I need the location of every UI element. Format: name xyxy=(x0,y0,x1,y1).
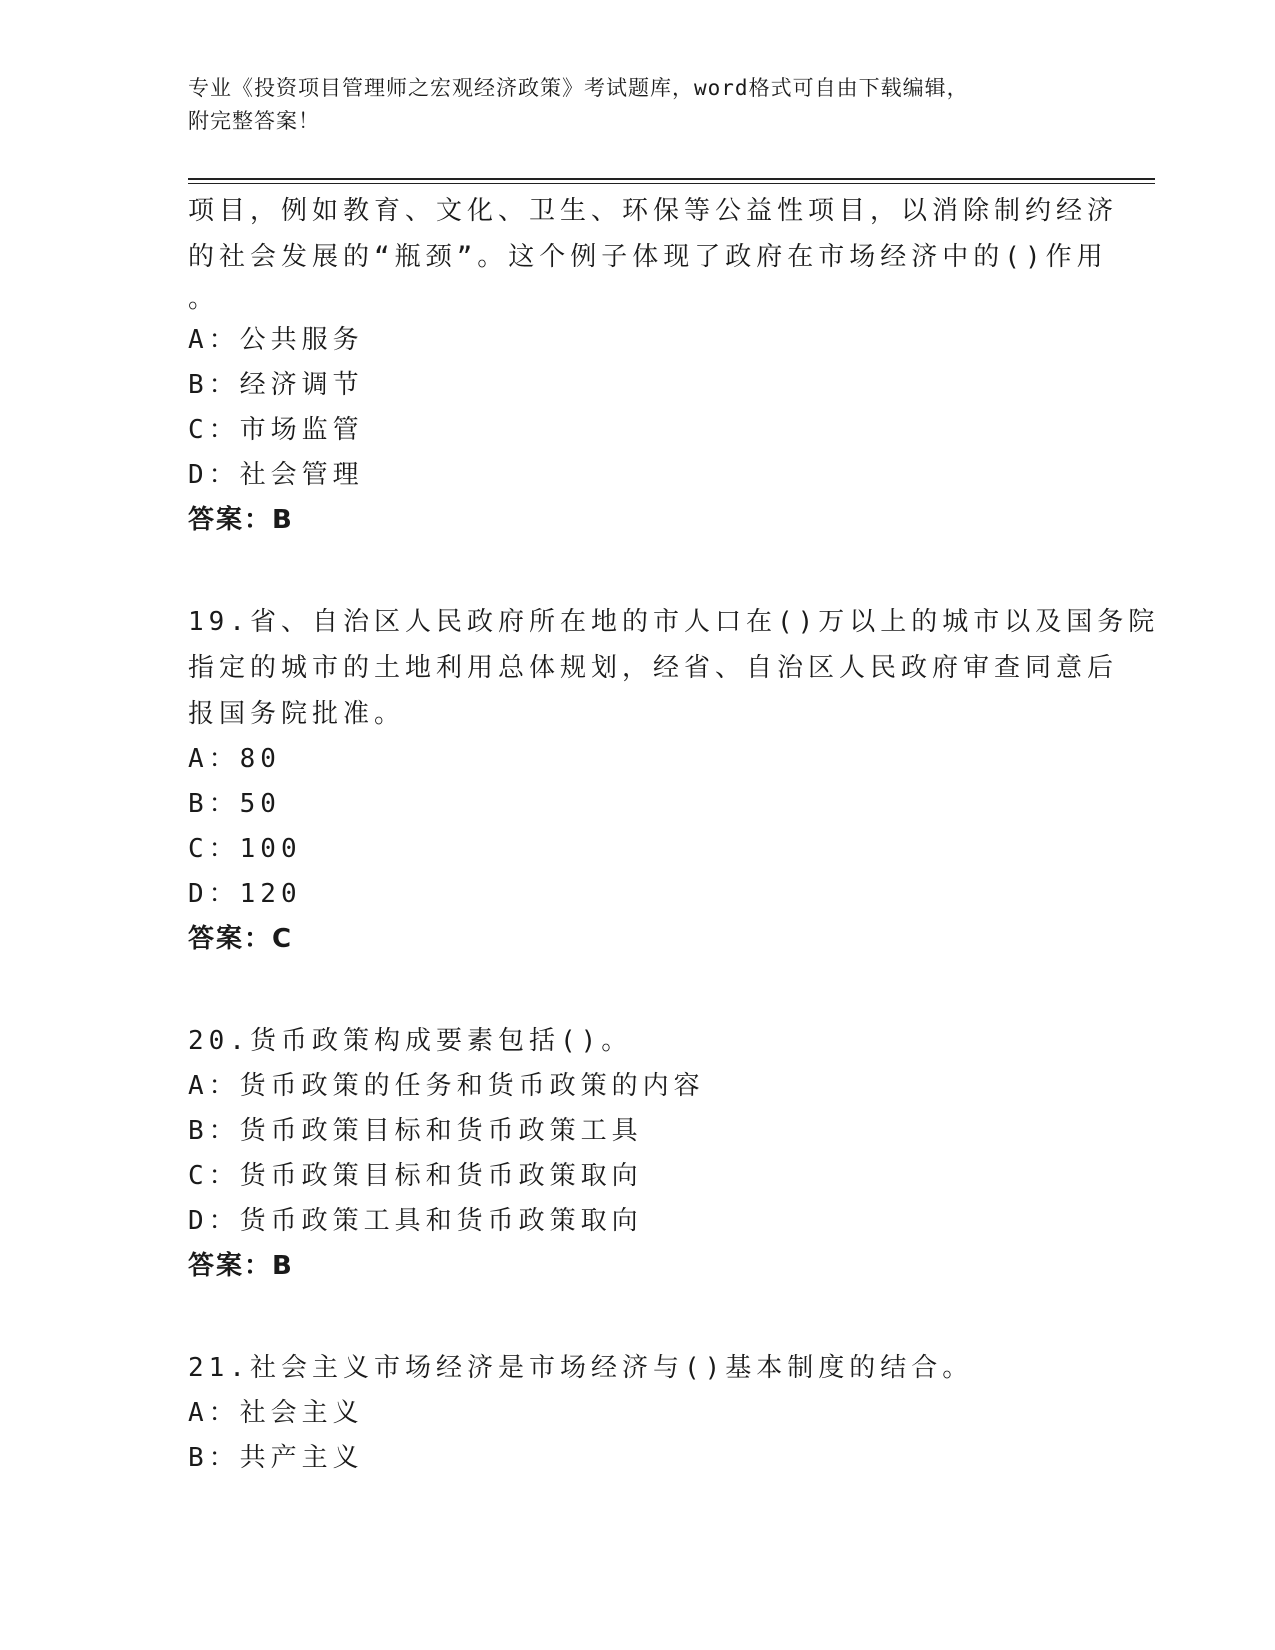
question-text-line: 项目，例如教育、文化、卫生、环保等公益性项目，以消除制约经济 xyxy=(188,196,1119,226)
option-a: A：社会主义 xyxy=(188,1398,364,1428)
answer: 答案：B xyxy=(188,505,294,535)
option-a: A：货币政策的任务和货币政策的内容 xyxy=(188,1071,705,1101)
option-c: C：货币政策目标和货币政策取向 xyxy=(188,1161,643,1191)
header-divider-thick xyxy=(188,178,1155,180)
option-d: D：货币政策工具和货币政策取向 xyxy=(188,1206,643,1236)
option-d: D：社会管理 xyxy=(188,460,364,490)
question-text-line: 。 xyxy=(188,284,220,314)
header-divider-thin xyxy=(188,183,1155,184)
answer: 答案：C xyxy=(188,924,294,954)
header-line-1: 专业《投资项目管理师之宏观经济政策》考试题库，word格式可自由下载编辑， xyxy=(188,76,969,100)
question-20 xyxy=(188,1018,1148,1289)
question-text-line: 19.省、自治区人民政府所在地的市人口在()万以上的城市以及国务院 xyxy=(188,607,1160,637)
spacer xyxy=(188,543,1148,599)
question-list xyxy=(188,188,1160,1481)
question-18 xyxy=(188,188,1148,543)
option-a: A：公共服务 xyxy=(188,325,364,355)
option-b: B：货币政策目标和货币政策工具 xyxy=(188,1116,643,1146)
spacer xyxy=(188,962,1148,1018)
question-21 xyxy=(188,1345,1148,1481)
header-line-2: 附完整答案！ xyxy=(188,109,320,133)
question-text-line: 的社会发展的“瓶颈”。这个例子体现了政府在市场经济中的()作用 xyxy=(188,242,1108,272)
question-19 xyxy=(188,599,1160,962)
question-text-line: 报国务院批准。 xyxy=(188,699,406,729)
answer: 答案：B xyxy=(188,1251,294,1281)
question-text-line: 指定的城市的土地利用总体规划，经省、自治区人民政府审查同意后 xyxy=(188,653,1119,683)
question-text-line: 21.社会主义市场经济是市场经济与()基本制度的结合。 xyxy=(188,1353,974,1383)
option-b: B：共产主义 xyxy=(188,1443,364,1473)
spacer xyxy=(188,1289,1148,1345)
option-c: C：100 xyxy=(188,834,302,864)
option-b: B：50 xyxy=(188,789,281,819)
option-a: A：80 xyxy=(188,744,281,774)
option-c: C：市场监管 xyxy=(188,415,364,445)
option-d: D：120 xyxy=(188,879,302,909)
question-text-line: 20.货币政策构成要素包括()。 xyxy=(188,1026,633,1056)
option-b: B：经济调节 xyxy=(188,370,364,400)
document-header xyxy=(188,72,1068,138)
